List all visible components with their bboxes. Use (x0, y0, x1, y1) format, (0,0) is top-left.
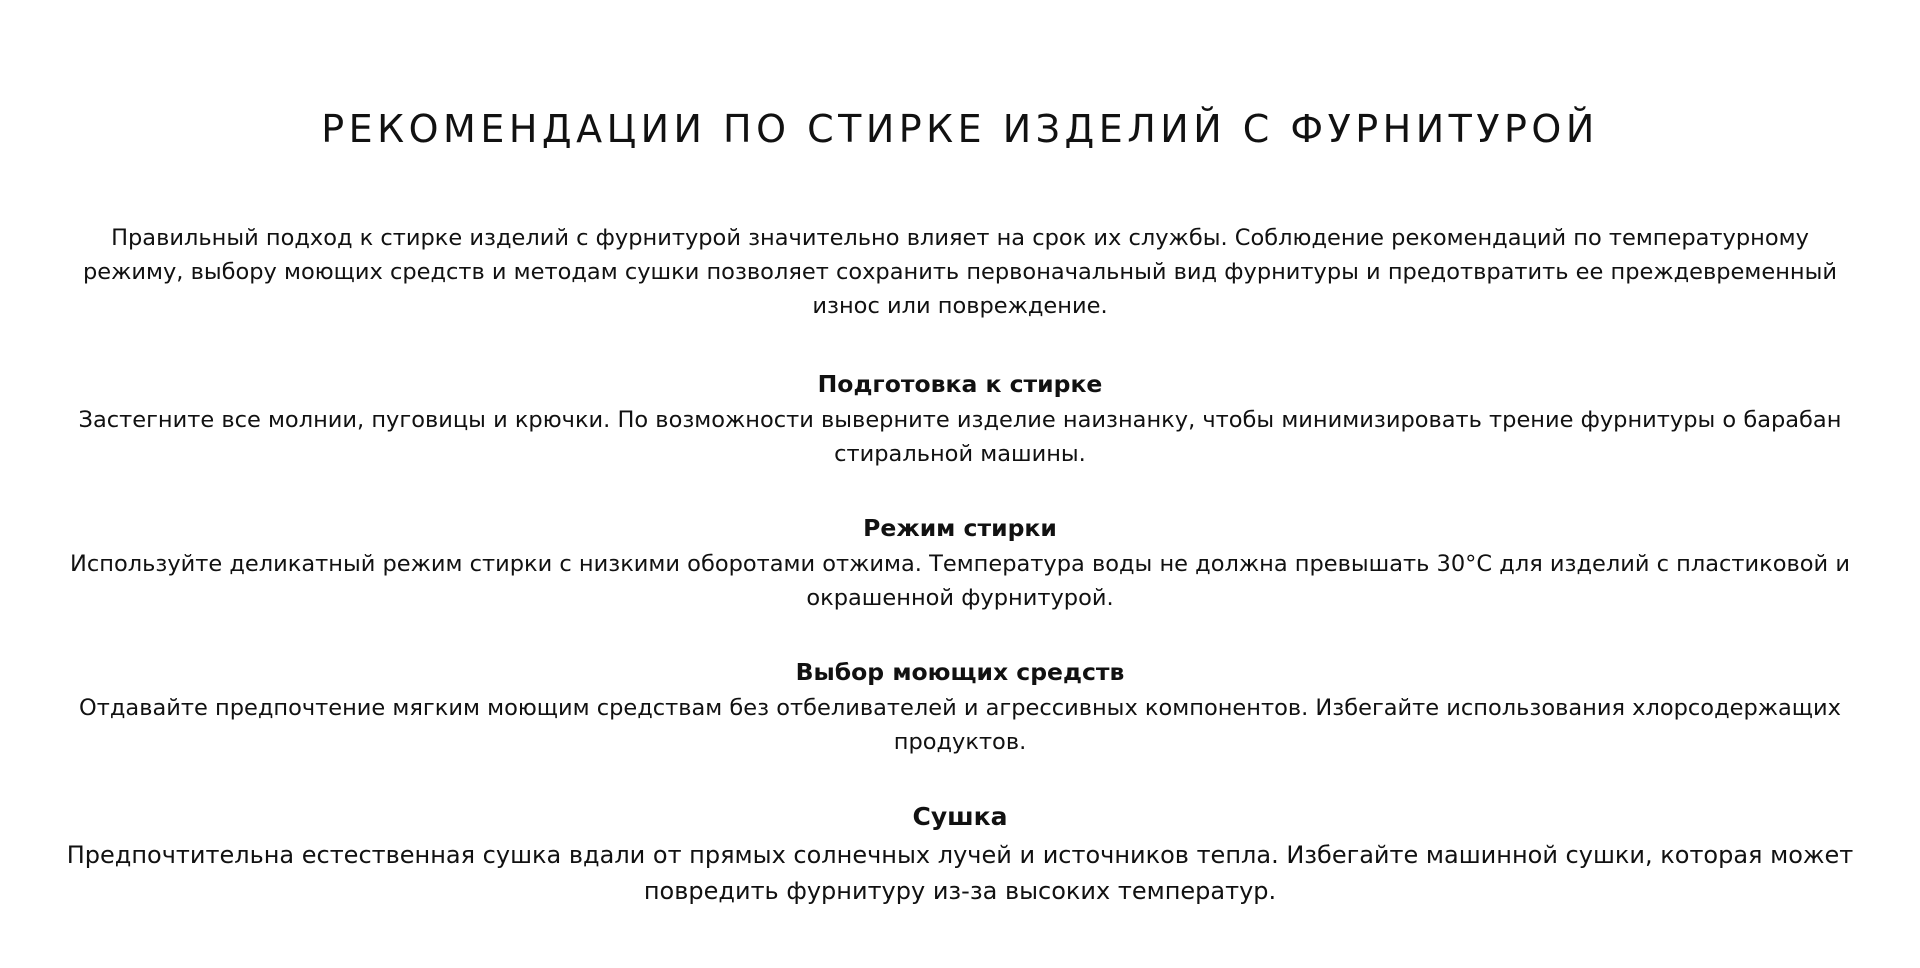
section-heading: Подготовка к стирке (817, 370, 1103, 398)
section-heading: Режим стирки (863, 514, 1057, 542)
section-text: Предпочтительна естественная сушка вдали от прямых солнечных лучей и источников тепла. Избегайте машинной сушки, которая может повредить фурнитуру из-за высоких температур. (66, 841, 1854, 905)
section-drying (60, 799, 1860, 909)
page-title: РЕКОМЕНДАЦИИ ПО СТИРКЕ ИЗДЕЛИЙ С ФУРНИТУРОЙ (321, 107, 1599, 151)
section-preparation (60, 367, 1860, 471)
section-text: Используйте деликатный режим стирки с низкими оборотами отжима. Температура воды не должна превышать 30°C для изделий с пластиковой и окрашенной фурнитурой. (70, 551, 1850, 611)
section-detergents (60, 655, 1860, 759)
section-heading: Сушка (912, 802, 1008, 831)
section-wash-mode (60, 511, 1860, 615)
section-heading: Выбор моющих средств (795, 658, 1125, 686)
section-text: Застегните все молнии, пуговицы и крючки. По возможности выверните изделие наизнанку, чтобы минимизировать трение фурнитуры о барабан стиральной машины. (78, 407, 1842, 467)
intro-paragraph: Правильный подход к стирке изделий с фурнитурой значительно влияет на срок их службы. Соблюдение рекомендаций по температурному режиму, выбору моющих средств и методам сушки позволяет сохранить первоначальный вид фурнитуры и предотвратить ее преждевременный износ или повреждение. (82, 225, 1838, 319)
section-text: Отдавайте предпочтение мягким моющим средствам без отбеливателей и агрессивных компонентов. Избегайте использования хлорсодержащих продуктов. (79, 695, 1841, 755)
